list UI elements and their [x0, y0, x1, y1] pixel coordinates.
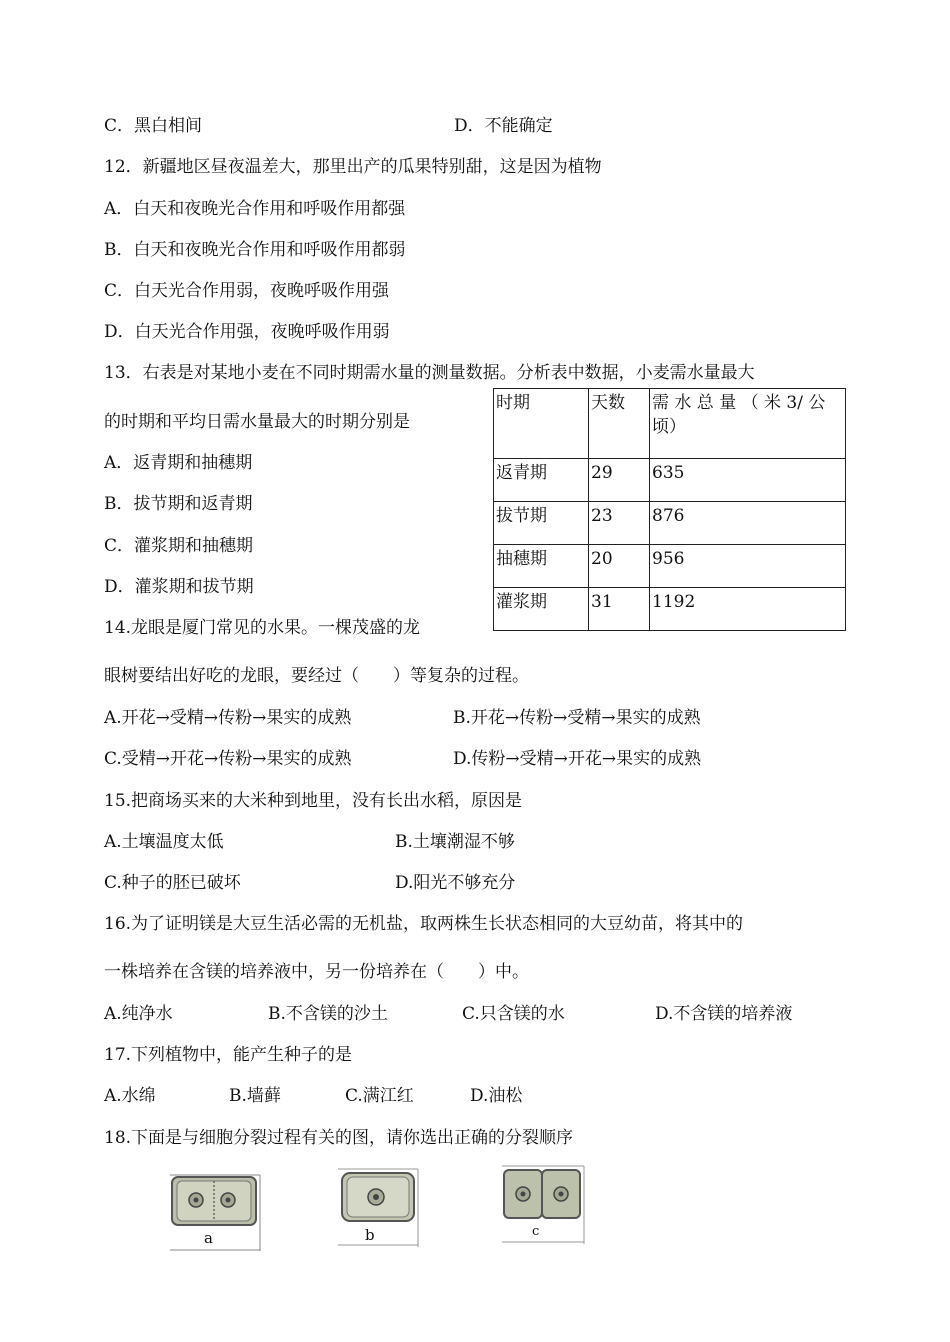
q11-option-d: D．不能确定 [454, 116, 553, 136]
q16-stem-line1: 16.为了证明镁是大豆生活必需的无机盐，取两株生长状态相同的大豆幼苗，将其中的 [104, 914, 744, 934]
q17-option-b: B.墙藓 [229, 1086, 281, 1106]
q13-option-c: C．灌浆期和抽穗期 [104, 536, 254, 556]
q15-option-b: B.土壤潮湿不够 [395, 832, 515, 852]
q14-option-d: D.传粉→受精→开花→果实的成熟 [453, 749, 702, 769]
q14-option-c: C.受精→开花→传粉→果实的成熟 [104, 749, 352, 769]
q15-option-d: D.阳光不够充分 [395, 873, 516, 893]
q12-option-a: A．白天和夜晚光合作用和呼吸作用都强 [104, 199, 406, 219]
q12-option-b: B．白天和夜晚光合作用和呼吸作用都弱 [104, 240, 406, 260]
cell-figure-a-caption: a [204, 1229, 213, 1247]
q12-option-d: D．白天光合作用强，夜晚呼吸作用弱 [104, 322, 390, 342]
q16-stem-line2: 一株培养在含镁的培养液中，另一份培养在（ ）中。 [104, 962, 529, 982]
q12-stem: 12．新疆地区昼夜温差大，那里出产的瓜果特别甜，这是因为植物 [104, 157, 602, 177]
q16-option-a: A.纯净水 [104, 1004, 173, 1024]
cell-figure-c-caption: c [532, 1224, 540, 1239]
q13-option-b: B．拔节期和返青期 [104, 494, 253, 514]
table-cell: 灌浆期 [494, 588, 589, 631]
table-header-period: 时期 [494, 389, 589, 459]
cell-figure-a [168, 1165, 262, 1253]
table-header-days: 天数 [589, 389, 650, 459]
q13-stem-line1: 13．右表是对某地小麦在不同时期需水量的测量数据。分析表中数据，小麦需水量最大 [104, 363, 755, 383]
table-cell: 1192 [650, 588, 846, 631]
q17-option-c: C.满江红 [345, 1086, 414, 1106]
table-cell: 876 [650, 502, 846, 545]
q16-option-c: C.只含镁的水 [462, 1004, 565, 1024]
q17-option-a: A.水绵 [104, 1086, 156, 1106]
table-header-water: 需 水 总 量 （ 米 3/ 公 顷） [650, 389, 846, 459]
q17-stem: 17.下列植物中，能产生种子的是 [104, 1045, 353, 1065]
table-cell: 23 [589, 502, 650, 545]
water-demand-table [493, 388, 846, 631]
cell-figure-b [336, 1163, 420, 1249]
cell-figure-c [500, 1160, 586, 1246]
q17-option-d: D.油松 [470, 1086, 523, 1106]
table-cell: 抽穗期 [494, 545, 589, 588]
q13-option-a: A．返青期和抽穗期 [104, 453, 253, 473]
q14-stem-line1: 14.龙眼是厦门常见的水果。一棵茂盛的龙 [104, 618, 421, 638]
q15-option-a: A.土壤温度太低 [104, 832, 224, 852]
q14-option-b: B.开花→传粉→受精→果实的成熟 [453, 708, 701, 728]
table-cell: 956 [650, 545, 846, 588]
table-cell: 拔节期 [494, 502, 589, 545]
table-cell: 20 [589, 545, 650, 588]
cell-figure-b-caption: b [365, 1226, 375, 1244]
q14-stem-line2: 眼树要结出好吃的龙眼，要经过（ ）等复杂的过程。 [104, 666, 529, 686]
table-cell: 635 [650, 459, 846, 502]
table-cell: 返青期 [494, 459, 589, 502]
q12-option-c: C．白天光合作用弱，夜晚呼吸作用强 [104, 281, 390, 301]
q18-stem: 18.下面是与细胞分裂过程有关的图，请你选出正确的分裂顺序 [104, 1128, 574, 1148]
table-cell: 29 [589, 459, 650, 502]
q13-option-d: D．灌浆期和拔节期 [104, 577, 254, 597]
q11-option-c: C．黑白相间 [104, 116, 203, 136]
q13-stem-line2: 的时期和平均日需水量最大的时期分别是 [104, 412, 410, 432]
q15-stem: 15.把商场买来的大米种到地里，没有长出水稻，原因是 [104, 791, 523, 811]
q16-option-b: B.不含镁的沙土 [268, 1004, 388, 1024]
q14-option-a: A.开花→受精→传粉→果实的成熟 [104, 708, 352, 728]
q15-option-c: C.种子的胚已破坏 [104, 873, 241, 893]
table-cell: 31 [589, 588, 650, 631]
q16-option-d: D.不含镁的培养液 [655, 1004, 793, 1024]
